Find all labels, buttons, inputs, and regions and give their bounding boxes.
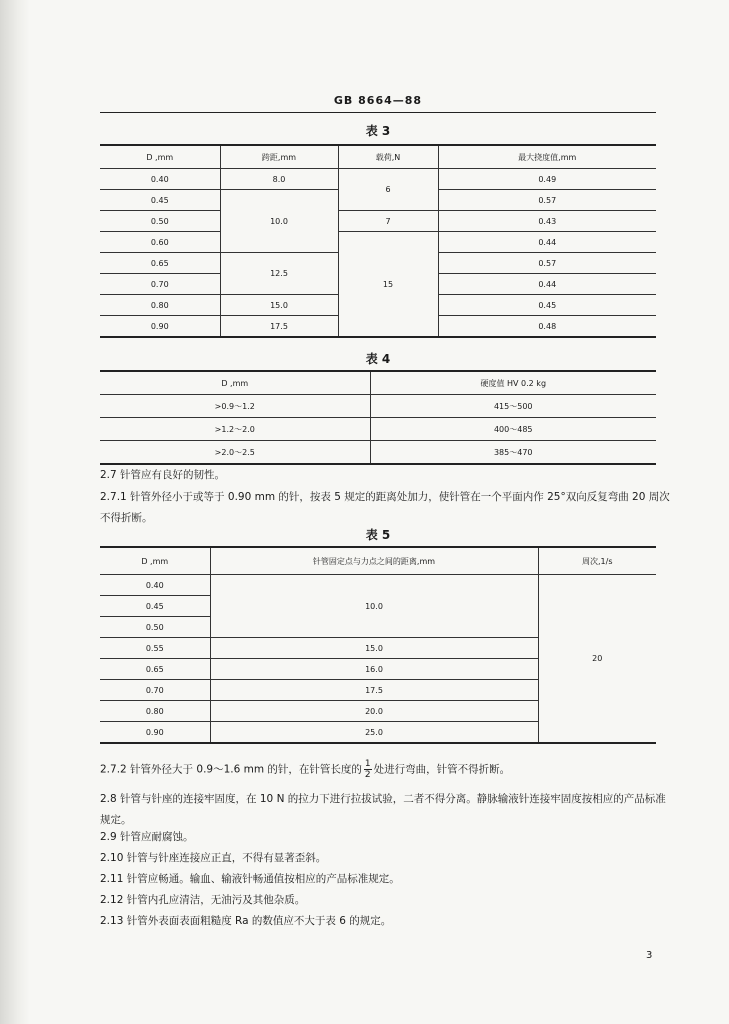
scan-edge [0, 0, 30, 1024]
table-cell: 0.45 [100, 190, 220, 211]
table-cell: 10.0 [220, 190, 338, 253]
table-cell: 15.0 [210, 638, 538, 659]
fraction-denominator: 2 [364, 770, 371, 780]
table-cell: 0.70 [100, 274, 220, 295]
table-cell: 415～500 [370, 395, 656, 418]
section-2-13: 2.13 针管外表面表面粗糙度 Ra 的数值应不大于表 6 的规定。 [100, 915, 392, 927]
table-cell: 0.55 [100, 638, 210, 659]
section-2-11: 2.11 针管应畅通。输血、输液针畅通值按相应的产品标准规定。 [100, 873, 400, 885]
table-cell: 17.5 [220, 316, 338, 338]
table-cell: 20.0 [210, 701, 538, 722]
table5 [100, 546, 656, 744]
table-cell: 6 [338, 169, 438, 211]
page-header [100, 92, 656, 113]
table-cell: 15.0 [220, 295, 338, 316]
table-cell: >2.0～2.5 [100, 441, 370, 465]
section-2-10: 2.10 针管与针座连接应正直，不得有显著歪斜。 [100, 852, 327, 864]
table-cell: 0.44 [438, 274, 656, 295]
table-cell: 0.43 [438, 211, 656, 232]
section-2-7-2 [100, 759, 670, 781]
table-header-row [100, 547, 656, 575]
table3-caption: 表 3 [365, 124, 391, 138]
table-cell: 385～470 [370, 441, 656, 465]
table-cell: >1.2～2.0 [100, 418, 370, 441]
table-cell: 0.57 [438, 190, 656, 211]
section-2-9: 2.9 针管应耐腐蚀。 [100, 831, 194, 843]
table-header-row [100, 371, 656, 395]
table-cell: 0.90 [100, 722, 210, 744]
table-cell: 20 [538, 575, 656, 744]
table-cell: 8.0 [220, 169, 338, 190]
table-row [100, 395, 656, 418]
fraction-numerator: 1 [364, 759, 371, 769]
table-cell: 0.50 [100, 617, 210, 638]
table-cell: >0.9～1.2 [100, 395, 370, 418]
table4-caption: 表 4 [365, 352, 391, 366]
fraction [364, 759, 372, 780]
table-cell: 0.57 [438, 253, 656, 274]
table-cell: 17.5 [210, 680, 538, 701]
column-header: 最大挠度值,mm [438, 145, 656, 169]
table-cell: 0.45 [438, 295, 656, 316]
column-header: 跨距,mm [220, 145, 338, 169]
table-cell: 16.0 [210, 659, 538, 680]
table-cell: 0.50 [100, 211, 220, 232]
table-row [100, 441, 656, 465]
table-cell: 10.0 [210, 575, 538, 638]
table-cell: 0.44 [438, 232, 656, 253]
section-2-7: 2.7 针管应有良好的韧性。 [100, 469, 226, 481]
table-row [100, 232, 656, 253]
column-header: D ,mm [100, 145, 220, 169]
table-cell: 0.80 [100, 701, 210, 722]
column-header: 硬度值 HV 0.2 kg [370, 371, 656, 395]
column-header: 周次,1/s [538, 547, 656, 575]
table-cell: 0.40 [100, 575, 210, 596]
column-header: 针管固定点与力点之间的距离,mm [210, 547, 538, 575]
table-cell: 0.65 [100, 253, 220, 274]
section-2-7-1: 2.7.1 针管外径小于或等于 0.90 mm 的针，按表 5 规定的距离处加力，使针管在一个平面内作 25°双向反复弯曲 20 周次不得折断。 [100, 491, 670, 524]
table-cell: 400～485 [370, 418, 656, 441]
section-2-7-2-text-end: 处进行弯曲，针管不得折断。 [373, 763, 511, 776]
table-cell: 0.60 [100, 232, 220, 253]
table-row [100, 418, 656, 441]
section-2-7-2-text: 2.7.2 针管外径大于 0.9～1.6 mm 的针，在针管长度的 [100, 763, 362, 776]
table-cell: 15 [338, 232, 438, 338]
table-row [100, 211, 656, 232]
table-cell: 0.90 [100, 316, 220, 338]
table-cell: 0.45 [100, 596, 210, 617]
table-cell: 7 [338, 211, 438, 232]
table-row [100, 169, 656, 190]
section-2-12: 2.12 针管内孔应清洁，无油污及其他杂质。 [100, 894, 306, 906]
table-row [100, 575, 656, 596]
table4 [100, 370, 656, 465]
table-cell: 12.5 [220, 253, 338, 295]
page-number: 3 [646, 950, 653, 961]
column-header: D ,mm [100, 547, 210, 575]
table5-caption: 表 5 [365, 528, 391, 542]
table-cell: 25.0 [210, 722, 538, 744]
table-cell: 0.80 [100, 295, 220, 316]
table-cell: 0.49 [438, 169, 656, 190]
standard-number: GB 8664—88 [333, 94, 423, 107]
table-header-row [100, 145, 656, 169]
column-header: D ,mm [100, 371, 370, 395]
table-cell: 0.65 [100, 659, 210, 680]
column-header: 载荷,N [338, 145, 438, 169]
table3 [100, 144, 656, 338]
table-cell: 0.40 [100, 169, 220, 190]
section-2-8: 2.8 针管与针座的连接牢固度，在 10 N 的拉力下进行拉拔试验，二者不得分离。静脉输液针连接牢固度按相应的产品标准规定。 [100, 793, 666, 826]
table-cell: 0.70 [100, 680, 210, 701]
table-cell: 0.48 [438, 316, 656, 338]
